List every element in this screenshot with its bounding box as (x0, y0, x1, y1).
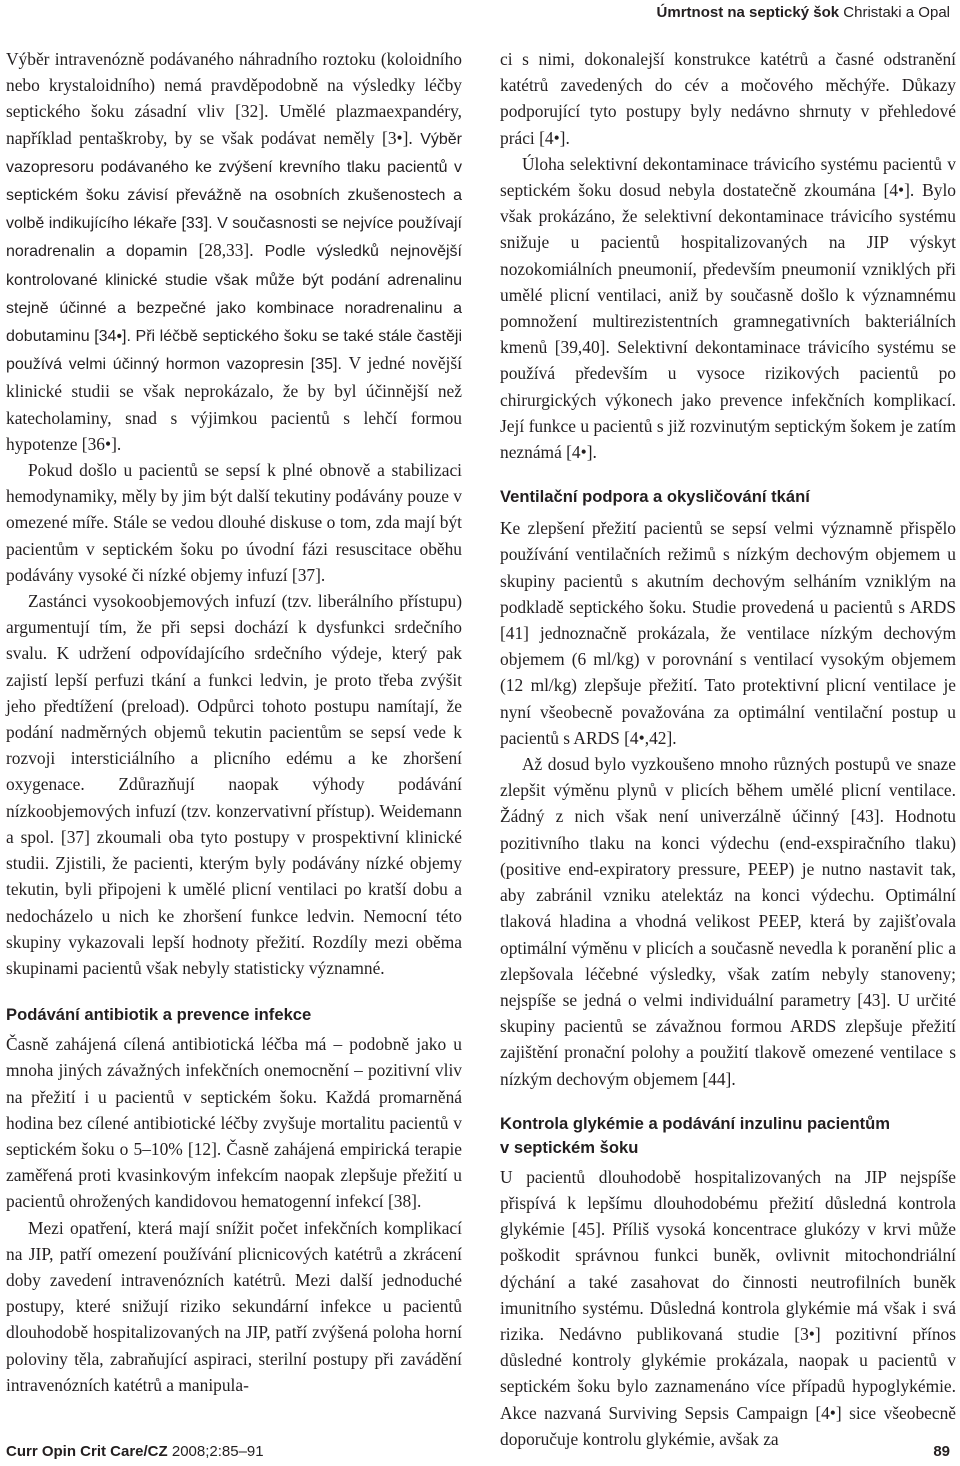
running-head-title: Úmrtnost na septický šok (656, 4, 840, 21)
section-heading-line: Kontrola glykémie a podávání inzulinu pacientům (500, 1113, 891, 1133)
paragraph (6, 46, 462, 457)
page-number: 89 (933, 1443, 950, 1460)
paragraph: Mezi opatření, která mají snížit počet infekčních komplikací na JIP, patří omezení používání plicnicových katétrů a zkrácení doby zavedení intravenózních katétrů. Mezi další jednoduché postupy, které snižují riziko sekundární infekce u pacientů dlouhodobě hospitalizovaných na JIP, patří zvýšená poloha horní poloviny těla, zabraňující aspiraci, sterilní postupy při zavádění intravenózních katétrů a manipula- (6, 1217, 462, 1395)
running-head (657, 4, 950, 21)
paragraph-part: V jedné novější klinické studii se však neprokázalo, že by byl účinnější než katecholaminy, snad s výjimkou pacientů s lehčí formou hypotenze [36•]. (6, 353, 462, 454)
paragraph-part-sans: Výběr vazopresoru podávaného ke zvýšení krevního tlaku pacientů v septickém šoku závisí převážně na osobních zkušenostech a volbě indikujícího lékaře [33]. V současnosti se nejvíce používají noradrenalin a dopamin (6, 130, 462, 261)
paragraph-part: [28,33]. (198, 240, 265, 261)
section-heading-antibiotics: Podávání antibiotik a prevence infekce (6, 1005, 312, 1025)
paragraph-part-sans: Podle výsledků nejnovější kontrolované klinické studie však může být podání adrenalinu stejně účinné a bezpečné jako kombinace noradrenalinu a dobutaminu [34•]. Při léčbě septického šoku se také stále častěji používá velmi účinný hormon vazopresin [35]. (6, 243, 462, 374)
paragraph: Zastánci vysokoobjemových infuzí (tzv. liberálního přístupu) argumentují tím, že při sepsi dochází k dysfunkci srdečního svalu. K udržení odpovídajícího srdečního výdeje, který pak zajistí lepší perfuzi tkání a funkci ledvin, je proto třeba zvýšit jeho předtížení (preload). Odpůrci tohoto postupu namítají, že podání nadměrných objemů tekutin pacientům se sepsí vede k rozvoji intersticiálního a plicního edému a ke zhoršení oxygenace. Zdůrazňují naopak výhody podávání nízkoobjemových infuzí (tzv. konzervativní přístup). Weidemann a spol. [37] zkoumali oba tyto postupy v prospektivní klinické studii. Zjistili, že pacienti, kterým byly podávány nízké objemy tekutin, byli připojeni k umělé plicní ventilaci po kratší dobu a nedocházelo u nich ke zhoršení funkce ledvin. Nemocní této skupiny vykazovali lepší hodnoty přežití. Rozdíly mezi oběma skupinami pacientů však nebyly statisticky významné. (6, 591, 462, 978)
paragraph: Úloha selektivní dekontaminace trávicího systému pacientů v septickém šoku dosud nebyla dostatečně zkoumána [4•]. Bylo však prokázáno, že selektivní dekontaminace trávicího systému snižuje u pacientů hospitalizovaných na JIP výskyt nozokomiálních pneumonií, především pneumonií vzniklých při umělé plicní ventilaci, aniž by současně došlo k významnému pomnožení multirezistentních gramnegativních bakteriálních kmenů [39,40]. Selektivní dekontaminace trávicího systému se používá především u vysoce rizikových pacientů po chirurgických výkonech jako prevence infekčních komplikací. Její funkce u pacientů s již rozvinutým septickým šokem je zatím neznámá [4•]. (500, 153, 956, 463)
section-heading-glycemia (500, 1112, 956, 1160)
running-head-authors: Christaki a Opal (843, 4, 950, 21)
paragraph: ci s nimi, dokonalejší konstrukce katétrů a časné odstranění katétrů zavedených do cév a močového měchýře. Důkazy podporující tyto postupy byly nedávno shrnuty v přehledové práci [4•]. (500, 49, 956, 148)
paragraph: U pacientů dlouhodobě hospitalizovaných na JIP nejspíše přispívá k lepšímu dlouhodobému přežití důsledná kontrola glykémie [45]. Příliš vysoká koncentrace glukózy v krvi může poškodit správnou funkci buněk, ovlivnit mitochondriální dýchání a také zasahovat do činnosti neutrofilních buněk imunitního systému. Důsledná kontrola glykémie má však i svá rizika. Nedávno publikovaná studie [3•] pozitivní přínos důsledné kontroly glykémie prokázala, naopak u pacientů v septickém šoku bylo zaznamenáno více případů hypoglykémie. Akce nazvaná Surviving Sepsis Campaign [4•] sice všeobecně doporučuje kontrolu glykémie, avšak za (500, 1166, 956, 1449)
paragraph: Až dosud bylo vyzkoušeno mnoho různých postupů ve snaze zlepšit výměnu plynů v plicích během umělé plicní ventilace. Žádný z nich však není univerzálně účinný [43]. Hodnotu pozitivního tlaku na konci výdechu (end-exspiračního tlaku) (positive end-expiratory pressure, PEEP) je nutno nastavit tak, aby zabránil vzniku atelektáz na konci výdechu. Optimální tlaková hladina a vhodná velikost PEEP, která by zajišťovala optimální výměnu v plicích a současně nevedla k poranění plic a zlepšovala léčebné výsledky, však zatím nebyly stanoveny; nejspíše se jedná o velmi individuální parametry [43]. U určité skupiny pacientů se závažnou formou ARDS zlepšuje přežití zajištění pronační polohy a použití tlakově omezené ventilace s nízkým dechovým objemem [44]. (500, 754, 956, 1089)
paragraph: Časně zahájená cílená antibiotická léčba má – podobně jako u mnoha jiných závažných infekčních onemocnění – pozitivní vliv na přežití i u pacientů v septickém šoku. Každá promarněná hodina bez cílené antibiotické léčby zvyšuje mortalitu pacientů v septickém šoku o 5–10% [12]. Časně zahájená empirická terapie zaměřená proti kvasinkovým infekcím naopak zlepšuje přežití u pacientů ohrožených kandidovou hematogenní infekcí [38]. (6, 1034, 462, 1212)
footer-citation (6, 1443, 264, 1460)
right-column (500, 46, 956, 1452)
journal-name: Curr Opin Crit Care/CZ (6, 1443, 168, 1460)
paragraph: Pokud došlo u pacientů se sepsí k plné obnově a stabilizaci hemodynamiky, měly by jim být další tekutiny podávány pouze v omezené míře. Stále se vedou dlouhé diskuse o tom, zda mají být pacientům v septickém šoku po úvodní fázi resuscitace oběhu podávány vysoké či nízké objemy infuzí [37]. (6, 460, 462, 585)
left-column (6, 46, 462, 1398)
paragraph-part: Výběr intravenózně podávaného náhradního roztoku (koloidního nebo krystaloidního) nemá pravděpodobně na výsledky léčby septického šoku zásadní vliv [32]. Umělé plazmaexpandéry, například pentaškroby, by se však podávat neměly [3•]. (6, 49, 462, 148)
section-heading-ventilation: Ventilační podpora a okysličování tkání (500, 487, 810, 507)
journal-issue: 2008;2:85–91 (167, 1443, 264, 1460)
section-heading-line: v septickém šoku (500, 1137, 639, 1157)
paragraph: Ke zlepšení přežití pacientů se sepsí velmi významně přispělo používání ventilačních režimů s nízkým dechovým objemem u skupiny pacientů s akutním dechovým selháním vzniklým na podkladě septického šoku. Studie provedená u pacientů s ARDS [41] jednoznačně prokázala, že ventilace nízkým dechovým objemem (6 ml/kg) v porovnání s ventilací vysokým objemem (12 ml/kg) zlepšuje přežití. Tato protektivní plicní ventilace je nyní všeobecně považována za optimální ventilační postup u pacientů s ARDS [4•,42]. (500, 518, 956, 748)
